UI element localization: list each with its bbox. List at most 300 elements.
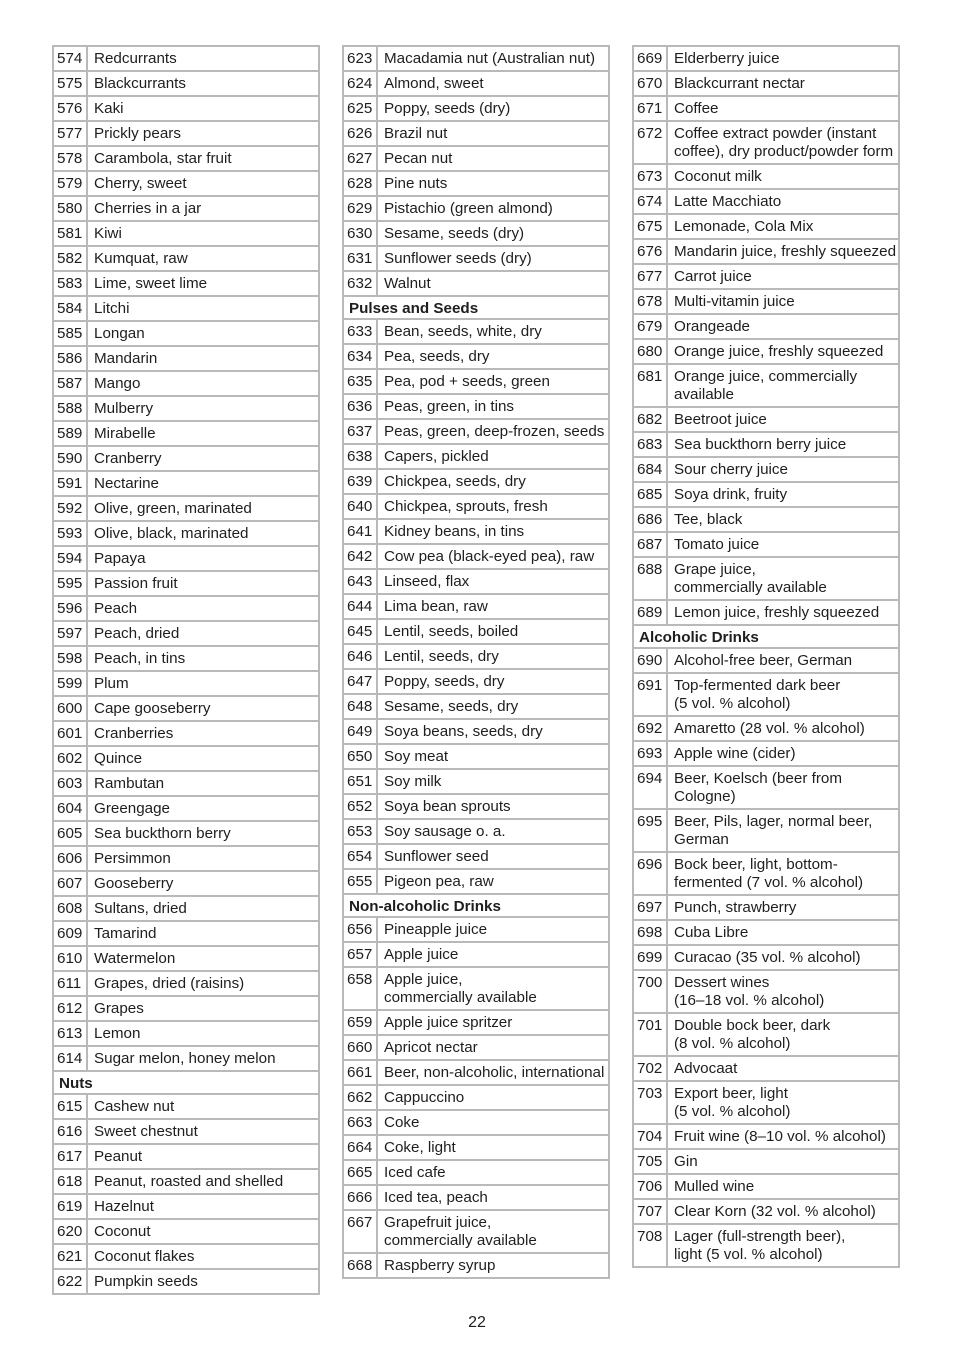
item-name: Sesame, seeds (dry) bbox=[378, 222, 610, 245]
item-name: Amaretto (28 vol. % alcohol) bbox=[668, 717, 900, 740]
table-row bbox=[632, 1173, 900, 1198]
item-number: 698 bbox=[632, 921, 668, 944]
table-row bbox=[342, 70, 610, 95]
table-row bbox=[52, 945, 320, 970]
item-number: 643 bbox=[342, 570, 378, 593]
section-heading: Alcoholic Drinks bbox=[632, 624, 900, 647]
item-name: Pumpkin seeds bbox=[88, 1270, 320, 1293]
table-row bbox=[52, 420, 320, 445]
item-number: 688 bbox=[632, 558, 668, 599]
item-number: 618 bbox=[52, 1170, 88, 1193]
item-name: Curacao (35 vol. % alcohol) bbox=[668, 946, 900, 969]
item-number: 600 bbox=[52, 697, 88, 720]
item-name: Coffee bbox=[668, 97, 900, 120]
item-name: Kumquat, raw bbox=[88, 247, 320, 270]
item-number: 644 bbox=[342, 595, 378, 618]
item-name: Walnut bbox=[378, 272, 610, 295]
item-number: 601 bbox=[52, 722, 88, 745]
table-row bbox=[342, 693, 610, 718]
table-row bbox=[632, 531, 900, 556]
item-number: 686 bbox=[632, 508, 668, 531]
table-row bbox=[52, 70, 320, 95]
item-name: Peach, in tins bbox=[88, 647, 320, 670]
item-number: 605 bbox=[52, 822, 88, 845]
table-row bbox=[632, 431, 900, 456]
item-name: Advocaat bbox=[668, 1057, 900, 1080]
item-name: Soya bean sprouts bbox=[378, 795, 610, 818]
table-row bbox=[632, 95, 900, 120]
item-name: Peanut, roasted and shelled bbox=[88, 1170, 320, 1193]
table-row bbox=[52, 495, 320, 520]
item-number: 676 bbox=[632, 240, 668, 263]
table-row bbox=[342, 768, 610, 793]
item-name: Rambutan bbox=[88, 772, 320, 795]
table-row bbox=[342, 843, 610, 868]
item-name: Cherry, sweet bbox=[88, 172, 320, 195]
item-name: Lager (full-strength beer), light (5 vol. % alcohol) bbox=[668, 1225, 900, 1266]
item-name: Blackcurrants bbox=[88, 72, 320, 95]
item-name: Pigeon pea, raw bbox=[378, 870, 610, 893]
item-name: Beer, non-alcoholic, international bbox=[378, 1061, 610, 1084]
item-name: Tee, black bbox=[668, 508, 900, 531]
table-row bbox=[52, 770, 320, 795]
item-number: 623 bbox=[342, 47, 378, 70]
item-name: Pine nuts bbox=[378, 172, 610, 195]
item-number: 629 bbox=[342, 197, 378, 220]
item-number: 691 bbox=[632, 674, 668, 715]
table-row bbox=[632, 406, 900, 431]
table-row bbox=[632, 647, 900, 672]
item-name: Sunflower seed bbox=[378, 845, 610, 868]
item-number: 609 bbox=[52, 922, 88, 945]
item-number: 634 bbox=[342, 345, 378, 368]
table-row bbox=[632, 188, 900, 213]
table-row bbox=[52, 220, 320, 245]
table-row bbox=[632, 163, 900, 188]
item-name: Blackcurrant nectar bbox=[668, 72, 900, 95]
item-number: 675 bbox=[632, 215, 668, 238]
item-name: Pecan nut bbox=[378, 147, 610, 170]
item-number: 649 bbox=[342, 720, 378, 743]
item-name: Longan bbox=[88, 322, 320, 345]
table-row bbox=[342, 793, 610, 818]
table-row bbox=[52, 470, 320, 495]
item-number: 622 bbox=[52, 1270, 88, 1293]
item-name: Apple wine (cider) bbox=[668, 742, 900, 765]
table-row bbox=[342, 45, 610, 70]
item-name: Cherries in a jar bbox=[88, 197, 320, 220]
item-name: Dessert wines (16–18 vol. % alcohol) bbox=[668, 971, 900, 1012]
table-row bbox=[632, 1198, 900, 1223]
item-name: Peas, green, deep-frozen, seeds bbox=[378, 420, 610, 443]
item-name: Coke, light bbox=[378, 1136, 610, 1159]
table-row bbox=[342, 818, 610, 843]
table-row bbox=[342, 493, 610, 518]
item-name: Almond, sweet bbox=[378, 72, 610, 95]
item-number: 685 bbox=[632, 483, 668, 506]
table-row bbox=[632, 213, 900, 238]
item-number: 653 bbox=[342, 820, 378, 843]
table-row bbox=[52, 1193, 320, 1218]
item-name: Peach bbox=[88, 597, 320, 620]
table-row bbox=[52, 1093, 320, 1118]
table-row bbox=[342, 718, 610, 743]
table-row bbox=[632, 363, 900, 406]
section-heading: Non-alcoholic Drinks bbox=[342, 893, 610, 916]
item-name: Soya beans, seeds, dry bbox=[378, 720, 610, 743]
table-row bbox=[632, 1123, 900, 1148]
table-row bbox=[342, 270, 610, 295]
item-number: 593 bbox=[52, 522, 88, 545]
table-row bbox=[342, 618, 610, 643]
table-row bbox=[52, 820, 320, 845]
table-row bbox=[632, 481, 900, 506]
item-name: Plum bbox=[88, 672, 320, 695]
item-number: 662 bbox=[342, 1086, 378, 1109]
item-number: 621 bbox=[52, 1245, 88, 1268]
item-number: 583 bbox=[52, 272, 88, 295]
item-number: 678 bbox=[632, 290, 668, 313]
item-name: Mandarin juice, freshly squeezed bbox=[668, 240, 900, 263]
table-row bbox=[342, 1009, 610, 1034]
item-number: 588 bbox=[52, 397, 88, 420]
table-row bbox=[342, 1034, 610, 1059]
item-number: 700 bbox=[632, 971, 668, 1012]
table-row bbox=[52, 995, 320, 1020]
item-number: 702 bbox=[632, 1057, 668, 1080]
table-column-2 bbox=[342, 45, 610, 1279]
item-number: 704 bbox=[632, 1125, 668, 1148]
item-name: Cranberry bbox=[88, 447, 320, 470]
item-number: 614 bbox=[52, 1047, 88, 1070]
table-row bbox=[342, 245, 610, 270]
table-row bbox=[52, 545, 320, 570]
table-row bbox=[632, 765, 900, 808]
item-name: Peach, dried bbox=[88, 622, 320, 645]
item-number: 591 bbox=[52, 472, 88, 495]
item-number: 606 bbox=[52, 847, 88, 870]
table-row bbox=[632, 338, 900, 363]
table-row bbox=[632, 313, 900, 338]
item-number: 667 bbox=[342, 1211, 378, 1252]
table-row bbox=[52, 795, 320, 820]
table-row bbox=[632, 456, 900, 481]
item-number: 608 bbox=[52, 897, 88, 920]
table-row bbox=[632, 45, 900, 70]
table-row bbox=[632, 70, 900, 95]
table-row bbox=[342, 443, 610, 468]
item-number: 578 bbox=[52, 147, 88, 170]
item-name: Cuba Libre bbox=[668, 921, 900, 944]
item-number: 683 bbox=[632, 433, 668, 456]
table-row bbox=[52, 145, 320, 170]
item-name: Hazelnut bbox=[88, 1195, 320, 1218]
item-number: 659 bbox=[342, 1011, 378, 1034]
item-number: 616 bbox=[52, 1120, 88, 1143]
item-number: 682 bbox=[632, 408, 668, 431]
table-row bbox=[342, 1134, 610, 1159]
item-name: Cape gooseberry bbox=[88, 697, 320, 720]
item-number: 625 bbox=[342, 97, 378, 120]
item-name: Soy sausage o. a. bbox=[378, 820, 610, 843]
item-number: 637 bbox=[342, 420, 378, 443]
item-name: Apple juice spritzer bbox=[378, 1011, 610, 1034]
item-number: 664 bbox=[342, 1136, 378, 1159]
item-number: 599 bbox=[52, 672, 88, 695]
item-name: Grapes, dried (raisins) bbox=[88, 972, 320, 995]
item-name: Quince bbox=[88, 747, 320, 770]
item-name: Peas, green, in tins bbox=[378, 395, 610, 418]
item-number: 661 bbox=[342, 1061, 378, 1084]
item-number: 656 bbox=[342, 918, 378, 941]
item-name: Kidney beans, in tins bbox=[378, 520, 610, 543]
section-heading: Pulses and Seeds bbox=[342, 295, 610, 318]
item-name: Chickpea, sprouts, fresh bbox=[378, 495, 610, 518]
item-number: 596 bbox=[52, 597, 88, 620]
table-row bbox=[342, 195, 610, 220]
item-name: Cashew nut bbox=[88, 1095, 320, 1118]
table-row bbox=[52, 395, 320, 420]
item-number: 607 bbox=[52, 872, 88, 895]
table-row bbox=[632, 894, 900, 919]
item-name: Tamarind bbox=[88, 922, 320, 945]
table-row bbox=[342, 743, 610, 768]
item-number: 684 bbox=[632, 458, 668, 481]
item-name: Sultans, dried bbox=[88, 897, 320, 920]
item-name: Orange juice, freshly squeezed bbox=[668, 340, 900, 363]
table-column-1 bbox=[52, 45, 320, 1295]
table-row bbox=[52, 295, 320, 320]
item-name: Capers, pickled bbox=[378, 445, 610, 468]
item-name: Export beer, light (5 vol. % alcohol) bbox=[668, 1082, 900, 1123]
item-number: 692 bbox=[632, 717, 668, 740]
item-name: Carrot juice bbox=[668, 265, 900, 288]
table-row bbox=[342, 1184, 610, 1209]
item-name: Apple juice, commercially available bbox=[378, 968, 610, 1009]
item-number: 630 bbox=[342, 222, 378, 245]
item-number: 654 bbox=[342, 845, 378, 868]
item-name: Clear Korn (32 vol. % alcohol) bbox=[668, 1200, 900, 1223]
table-row bbox=[342, 393, 610, 418]
item-name: Iced cafe bbox=[378, 1161, 610, 1184]
item-number: 602 bbox=[52, 747, 88, 770]
item-number: 586 bbox=[52, 347, 88, 370]
item-name: Sesame, seeds, dry bbox=[378, 695, 610, 718]
page-number: 22 bbox=[468, 1314, 486, 1331]
table-row bbox=[632, 556, 900, 599]
item-number: 603 bbox=[52, 772, 88, 795]
item-name: Bock beer, light, bottom- fermented (7 vol. % alcohol) bbox=[668, 853, 900, 894]
item-number: 696 bbox=[632, 853, 668, 894]
item-number: 612 bbox=[52, 997, 88, 1020]
item-number: 620 bbox=[52, 1220, 88, 1243]
table-row bbox=[632, 1080, 900, 1123]
item-name: Lentil, seeds, dry bbox=[378, 645, 610, 668]
item-number: 624 bbox=[342, 72, 378, 95]
table-row bbox=[632, 672, 900, 715]
item-name: Mulberry bbox=[88, 397, 320, 420]
item-number: 585 bbox=[52, 322, 88, 345]
table-row bbox=[52, 45, 320, 70]
item-name: Litchi bbox=[88, 297, 320, 320]
item-number: 581 bbox=[52, 222, 88, 245]
table-row bbox=[632, 238, 900, 263]
item-name: Soya drink, fruity bbox=[668, 483, 900, 506]
item-name: Gin bbox=[668, 1150, 900, 1173]
item-number: 639 bbox=[342, 470, 378, 493]
table-row bbox=[632, 969, 900, 1012]
table-row bbox=[342, 170, 610, 195]
item-number: 648 bbox=[342, 695, 378, 718]
table-row bbox=[52, 270, 320, 295]
table-row bbox=[52, 120, 320, 145]
item-name: Apple juice bbox=[378, 943, 610, 966]
item-number: 598 bbox=[52, 647, 88, 670]
item-name: Grape juice, commercially available bbox=[668, 558, 900, 599]
item-name: Double bock beer, dark (8 vol. % alcohol) bbox=[668, 1014, 900, 1055]
section-heading: Nuts bbox=[52, 1070, 320, 1093]
table-row bbox=[342, 966, 610, 1009]
table-row bbox=[52, 870, 320, 895]
item-name: Prickly pears bbox=[88, 122, 320, 145]
table-row bbox=[52, 745, 320, 770]
table-row bbox=[632, 599, 900, 624]
item-number: 650 bbox=[342, 745, 378, 768]
table-row bbox=[342, 368, 610, 393]
table-row bbox=[52, 720, 320, 745]
item-number: 619 bbox=[52, 1195, 88, 1218]
table-row bbox=[632, 715, 900, 740]
item-number: 652 bbox=[342, 795, 378, 818]
item-name: Mirabelle bbox=[88, 422, 320, 445]
item-number: 655 bbox=[342, 870, 378, 893]
item-number: 671 bbox=[632, 97, 668, 120]
item-number: 674 bbox=[632, 190, 668, 213]
item-name: Poppy, seeds (dry) bbox=[378, 97, 610, 120]
item-number: 705 bbox=[632, 1150, 668, 1173]
table-row bbox=[52, 620, 320, 645]
item-name: Latte Macchiato bbox=[668, 190, 900, 213]
item-name: Apricot nectar bbox=[378, 1036, 610, 1059]
table-row bbox=[342, 1252, 610, 1277]
table-row bbox=[342, 120, 610, 145]
item-name: Top-fermented dark beer (5 vol. % alcohol) bbox=[668, 674, 900, 715]
item-name: Chickpea, seeds, dry bbox=[378, 470, 610, 493]
table-row bbox=[342, 941, 610, 966]
item-number: 680 bbox=[632, 340, 668, 363]
table-row bbox=[52, 1218, 320, 1243]
table-row bbox=[52, 1243, 320, 1268]
table-row bbox=[52, 245, 320, 270]
item-name: Multi-vitamin juice bbox=[668, 290, 900, 313]
table-row bbox=[52, 445, 320, 470]
table-row bbox=[52, 595, 320, 620]
table-row bbox=[52, 1045, 320, 1070]
item-name: Pea, seeds, dry bbox=[378, 345, 610, 368]
item-number: 640 bbox=[342, 495, 378, 518]
item-name: Orangeade bbox=[668, 315, 900, 338]
table-row bbox=[342, 220, 610, 245]
item-number: 665 bbox=[342, 1161, 378, 1184]
item-number: 594 bbox=[52, 547, 88, 570]
item-name: Sour cherry juice bbox=[668, 458, 900, 481]
table-row bbox=[342, 145, 610, 170]
table-row bbox=[632, 1012, 900, 1055]
item-name: Sea buckthorn berry juice bbox=[668, 433, 900, 456]
item-name: Lentil, seeds, boiled bbox=[378, 620, 610, 643]
item-name: Sea buckthorn berry bbox=[88, 822, 320, 845]
table-row bbox=[52, 895, 320, 920]
item-number: 595 bbox=[52, 572, 88, 595]
item-number: 666 bbox=[342, 1186, 378, 1209]
item-number: 579 bbox=[52, 172, 88, 195]
item-name: Soy milk bbox=[378, 770, 610, 793]
item-number: 615 bbox=[52, 1095, 88, 1118]
table-row bbox=[632, 120, 900, 163]
item-name: Olive, green, marinated bbox=[88, 497, 320, 520]
table-row bbox=[632, 740, 900, 765]
item-name: Mango bbox=[88, 372, 320, 395]
table-row bbox=[632, 851, 900, 894]
item-number: 673 bbox=[632, 165, 668, 188]
item-number: 660 bbox=[342, 1036, 378, 1059]
item-name: Punch, strawberry bbox=[668, 896, 900, 919]
item-number: 679 bbox=[632, 315, 668, 338]
table-row bbox=[52, 920, 320, 945]
item-number: 631 bbox=[342, 247, 378, 270]
table-row bbox=[342, 668, 610, 693]
item-number: 695 bbox=[632, 810, 668, 851]
item-number: 641 bbox=[342, 520, 378, 543]
table-row bbox=[342, 568, 610, 593]
item-number: 632 bbox=[342, 272, 378, 295]
item-number: 663 bbox=[342, 1111, 378, 1134]
table-row bbox=[52, 95, 320, 120]
item-name: Cow pea (black-eyed pea), raw bbox=[378, 545, 610, 568]
item-name: Lemon bbox=[88, 1022, 320, 1045]
item-name: Soy meat bbox=[378, 745, 610, 768]
table-row bbox=[632, 506, 900, 531]
item-number: 693 bbox=[632, 742, 668, 765]
item-name: Coconut milk bbox=[668, 165, 900, 188]
item-name: Beer, Koelsch (beer from Cologne) bbox=[668, 767, 900, 808]
item-number: 699 bbox=[632, 946, 668, 969]
item-name: Peanut bbox=[88, 1145, 320, 1168]
table-row bbox=[52, 570, 320, 595]
item-number: 617 bbox=[52, 1145, 88, 1168]
table-row bbox=[342, 1209, 610, 1252]
item-number: 611 bbox=[52, 972, 88, 995]
item-name: Kaki bbox=[88, 97, 320, 120]
item-name: Orange juice, commercially available bbox=[668, 365, 900, 406]
table-row bbox=[342, 593, 610, 618]
item-number: 642 bbox=[342, 545, 378, 568]
item-number: 689 bbox=[632, 601, 668, 624]
item-number: 635 bbox=[342, 370, 378, 393]
item-name: Bean, seeds, white, dry bbox=[378, 320, 610, 343]
item-number: 610 bbox=[52, 947, 88, 970]
table-row bbox=[342, 418, 610, 443]
table-row bbox=[632, 1223, 900, 1266]
table-row bbox=[342, 1084, 610, 1109]
item-name: Linseed, flax bbox=[378, 570, 610, 593]
item-name: Passion fruit bbox=[88, 572, 320, 595]
item-number: 576 bbox=[52, 97, 88, 120]
item-name: Sugar melon, honey melon bbox=[88, 1047, 320, 1070]
item-name: Poppy, seeds, dry bbox=[378, 670, 610, 693]
item-name: Fruit wine (8–10 vol. % alcohol) bbox=[668, 1125, 900, 1148]
table-row bbox=[52, 1143, 320, 1168]
